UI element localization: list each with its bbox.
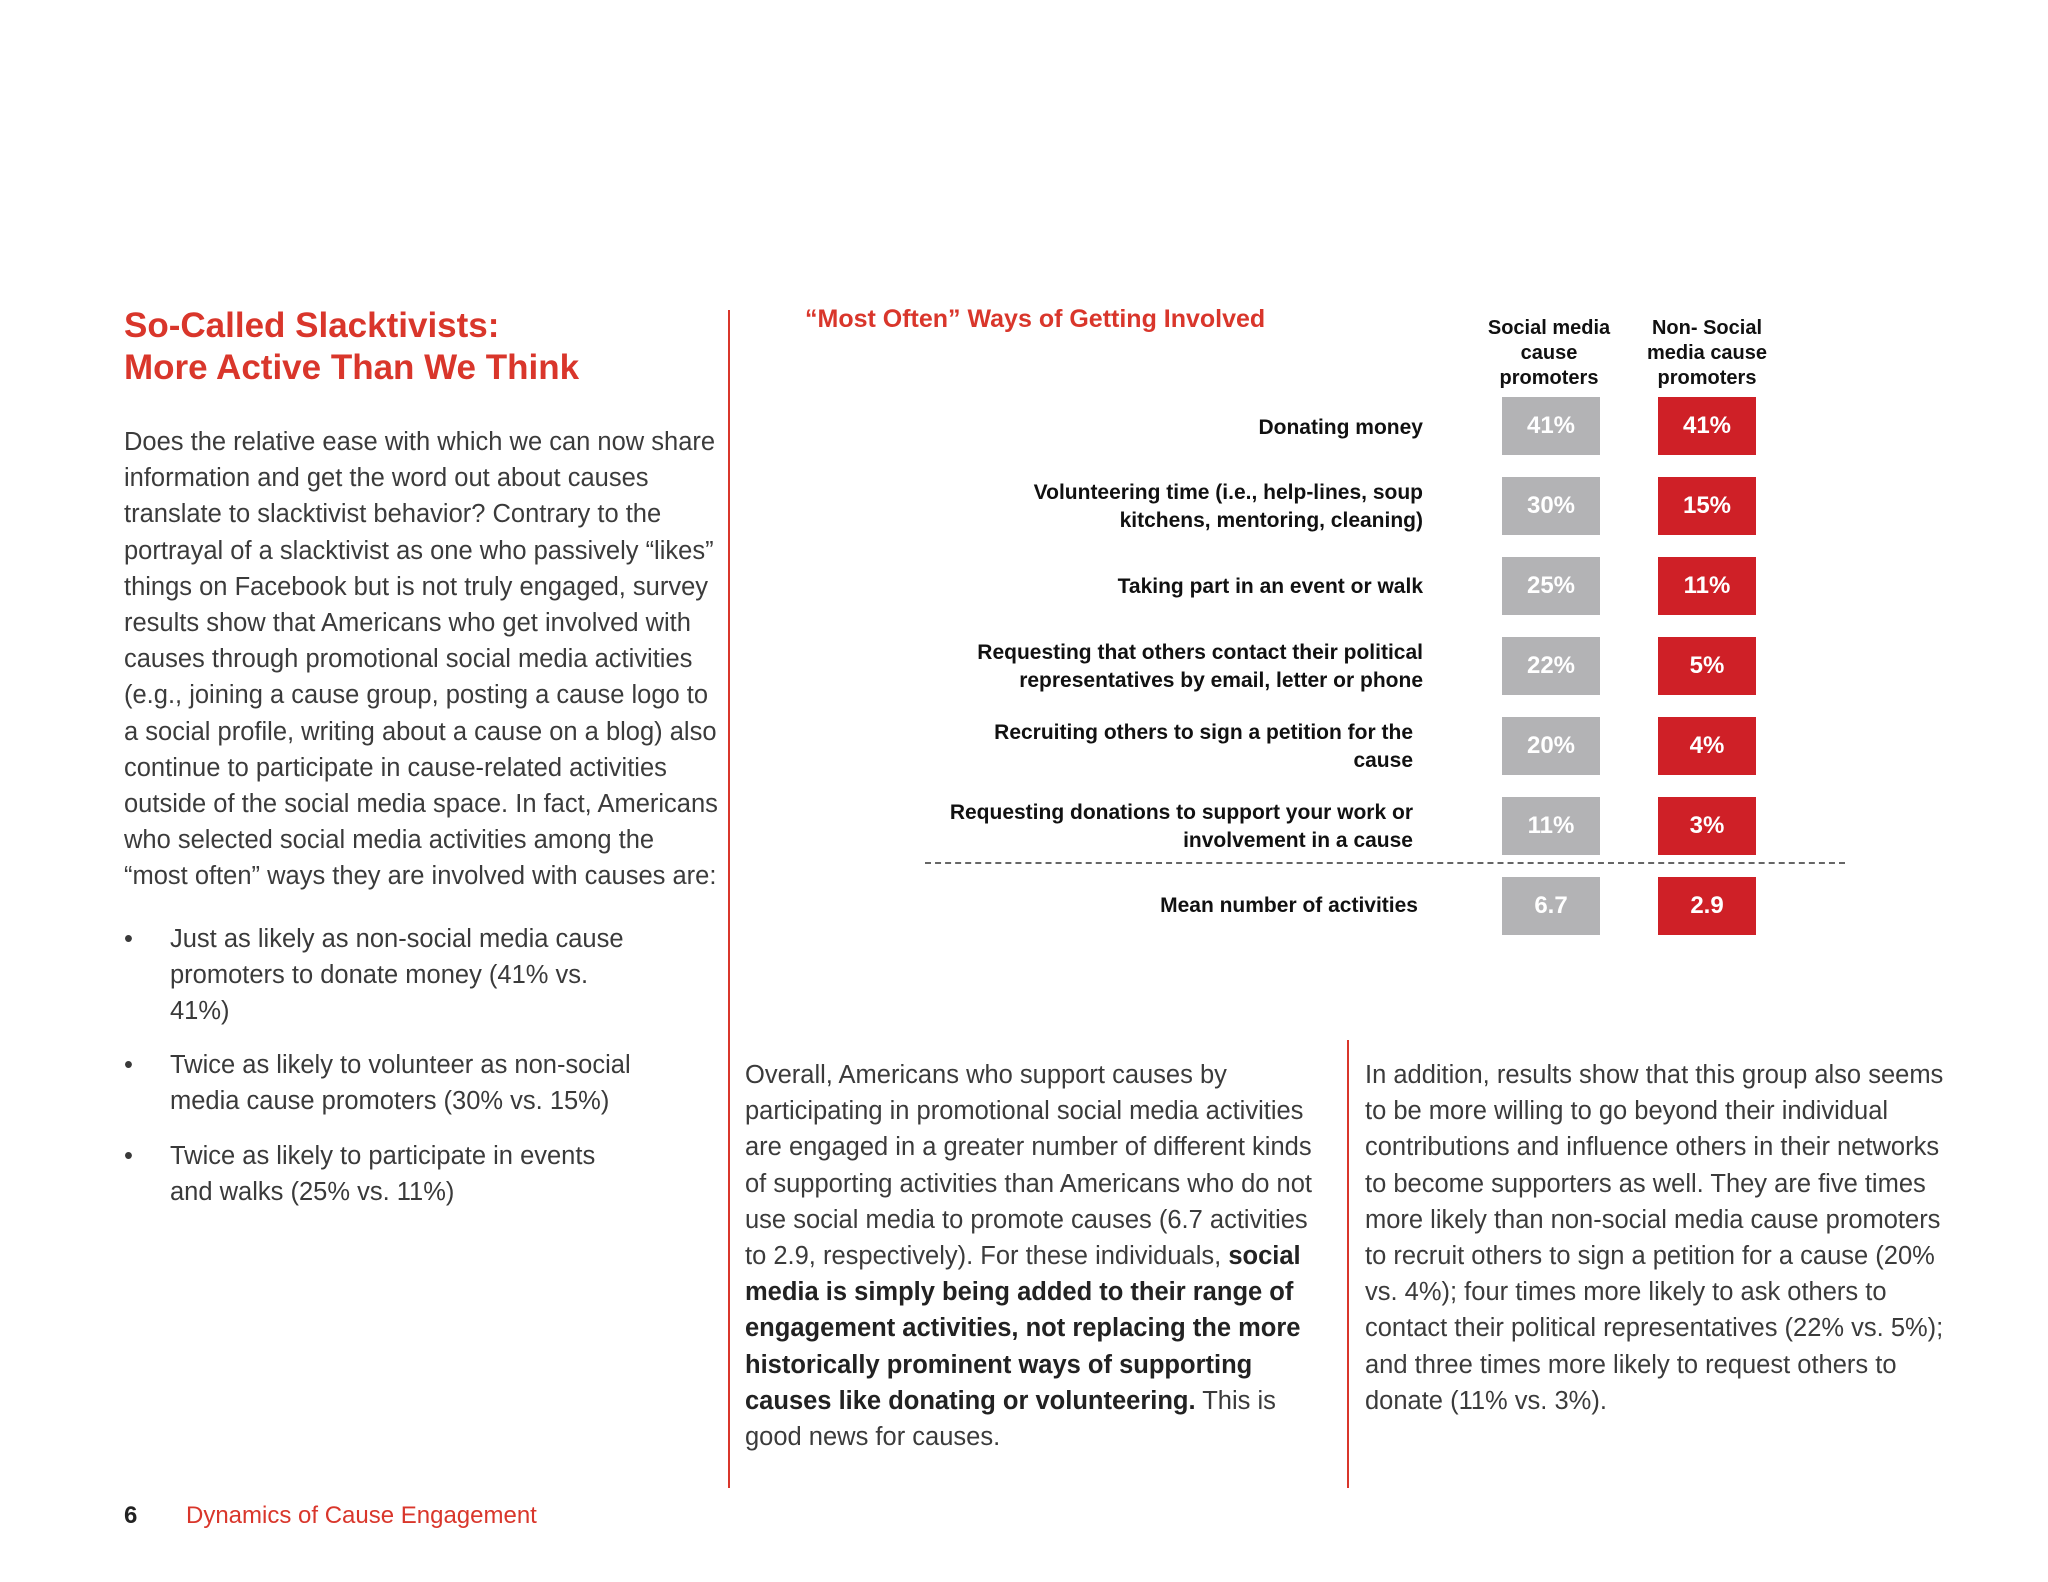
page-number: 6	[124, 1502, 138, 1529]
middle-paragraph	[745, 1057, 1325, 1455]
footer-title: Dynamics of Cause Engagement	[186, 1502, 537, 1529]
bullet-icon: •	[124, 924, 133, 953]
column-header-non-social: Non- Social media cause promoters	[1646, 317, 1768, 389]
value-box-non-social: 3%	[1658, 797, 1756, 855]
value-box-social: 25%	[1502, 557, 1600, 615]
row-label: Donating money	[1258, 416, 1423, 439]
value-box-non-social: 11%	[1658, 557, 1756, 615]
list-item	[124, 1047, 640, 1119]
row-label: Volunteering time (i.e., help-lines, soup kitchens, mentoring, cleaning)	[1033, 481, 1423, 532]
value-box-social: 30%	[1502, 477, 1600, 535]
list-item	[124, 921, 640, 1030]
value-box-social: 22%	[1502, 637, 1600, 695]
bullet-icon: •	[124, 1051, 133, 1080]
column-divider-right	[1347, 1040, 1349, 1488]
middle-text-end: This is good news for causes.	[745, 1386, 1276, 1452]
section-title-line2: More Active Than We Think	[124, 348, 580, 387]
list-item-text: Just as likely as non-social media cause promoters to donate money (41% vs. 41%)	[170, 924, 624, 1026]
chart-title: “Most Often” Ways of Getting Involved	[805, 305, 1266, 333]
intro-paragraph: Does the relative ease with which we can now share information and get the word out about causes translate to slacktivist behavior? Contrary to the portrayal of a slacktivist as one who passively “likes” things on Facebook but is not truly engaged, survey results show that Americans who get involved with causes through promotional social media activities (e.g., joining a cause group, posting a cause logo to a social profile, writing about a cause on a blog) also continue to participate in cause-related activities outside of the social media space. In fact, Americans who selected social media activities among the “most often” ways they are involved with causes are:	[124, 428, 718, 891]
row-label: Requesting that others contact their political representatives by email, letter or phone	[977, 641, 1423, 692]
value-box-social: 20%	[1502, 717, 1600, 775]
middle-text-bold: social media is simply being added to their range of engagement activities, not replacing the more historically prominent ways of supporting causes like donating or volunteering.	[745, 1242, 1301, 1415]
list-item-text: Twice as likely to participate in events and walks (25% vs. 11%)	[170, 1141, 596, 1206]
value-box-non-social: 4%	[1658, 717, 1756, 775]
findings-list	[124, 921, 724, 1210]
middle-text-start: Overall, Americans who support causes by participating in promotional social media activities are engaged in a greater number of different kinds of supporting activities than Americans who do not use social media to promote causes (6.7 activities to 2.9, respectively). For these individuals,	[745, 1061, 1312, 1271]
value-box-social: 41%	[1502, 397, 1600, 455]
summary-box-social: 6.7	[1502, 877, 1600, 935]
row-label: Recruiting others to sign a petition for the cause	[994, 721, 1413, 772]
summary-box-non-social: 2.9	[1658, 877, 1756, 935]
list-item	[124, 1138, 640, 1210]
column-divider-left	[728, 310, 730, 1488]
column-header-social: Social media cause promoters	[1487, 317, 1611, 389]
value-box-non-social: 5%	[1658, 637, 1756, 695]
list-item-text: Twice as likely to volunteer as non-social media cause promoters (30% vs. 15%)	[170, 1051, 631, 1116]
bullet-icon: •	[124, 1141, 133, 1170]
right-paragraph: In addition, results show that this group also seems to be more willing to go beyond their individual contributions and influence others in their networks to become supporters as well. They are five times more likely than non-social media cause promoters to recruit others to sign a petition for a cause (20% vs. 4%); four times more likely to ask others to contact their political representatives (22% vs. 5%); and three times more likely to request others to donate (11% vs. 3%).	[1365, 1061, 1944, 1415]
dashed-separator	[925, 862, 1845, 864]
row-label: Requesting donations to support your work or involvement in a cause	[949, 801, 1413, 852]
row-label: Taking part in an event or walk	[1117, 575, 1423, 598]
value-box-non-social: 15%	[1658, 477, 1756, 535]
summary-label: Mean number of activities	[1160, 894, 1418, 917]
left-column	[124, 305, 724, 1228]
section-title-line1: So-Called Slacktivists:	[124, 306, 500, 345]
value-box-non-social: 41%	[1658, 397, 1756, 455]
value-box-social: 11%	[1502, 797, 1600, 855]
section-title	[124, 305, 724, 389]
